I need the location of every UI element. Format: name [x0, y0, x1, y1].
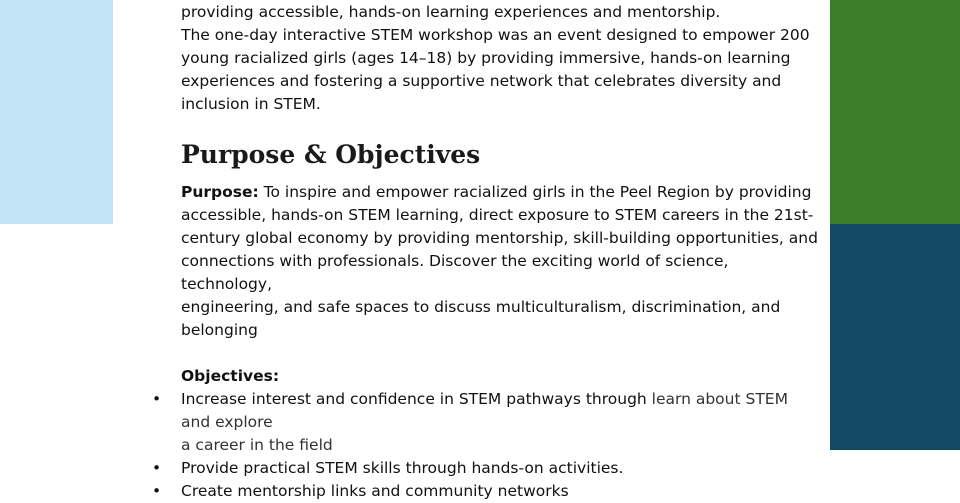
intro-line: The one-day interactive STEM workshop was an event designed to empower 200	[181, 26, 810, 44]
intro-paragraph	[181, 1, 821, 116]
list-item	[152, 457, 821, 480]
right-top-decorative-panel	[830, 0, 960, 224]
objective-text-soft: learn about STEM and explore	[181, 390, 788, 431]
bullet-icon: •	[152, 390, 162, 408]
bullet-icon: •	[152, 459, 162, 477]
intro-line: young racialized girls (ages 14–18) by providing immersive, hands-on learning	[181, 49, 791, 67]
list-item	[152, 480, 821, 503]
objective-line: a career in the field	[181, 436, 333, 454]
purpose-line: century global economy by providing mentorship, skill-building opportunities, and	[181, 229, 818, 247]
purpose-line: connections with professionals. Discover the exciting world of science, technology,	[181, 252, 729, 293]
purpose-text: To inspire and empower racialized girls in the Peel Region by providing	[258, 183, 812, 201]
purpose-line	[181, 181, 821, 204]
purpose-line: engineering, and safe spaces to discuss multiculturalism, discrimination, and	[181, 298, 781, 316]
bullet-icon: •	[152, 482, 162, 500]
left-decorative-panel	[0, 0, 113, 224]
intro-line: inclusion in STEM.	[181, 95, 321, 113]
objective-line: Provide practical STEM skills through hands-on activities.	[181, 459, 624, 477]
objective-line: Create mentorship links and community networks	[181, 482, 569, 500]
purpose-line: accessible, hands-on STEM learning, direct exposure to STEM careers in the 21st-	[181, 206, 814, 224]
objective-text: Increase interest and confidence in STEM pathways through	[181, 390, 652, 408]
document-page	[152, 0, 821, 503]
section-heading: Purpose & Objectives	[181, 140, 481, 169]
intro-line: experiences and fostering a supportive network that celebrates diversity and	[181, 72, 782, 90]
purpose-line: belonging	[181, 321, 258, 339]
purpose-label: Purpose:	[181, 183, 259, 201]
objectives-heading: Objectives:	[181, 367, 280, 385]
list-item	[152, 388, 821, 457]
right-bottom-decorative-panel	[830, 224, 960, 450]
objective-line	[181, 388, 821, 434]
purpose-paragraph	[181, 181, 821, 342]
objectives-list	[152, 388, 821, 503]
intro-line: providing accessible, hands-on learning experiences and mentorship.	[181, 3, 721, 21]
